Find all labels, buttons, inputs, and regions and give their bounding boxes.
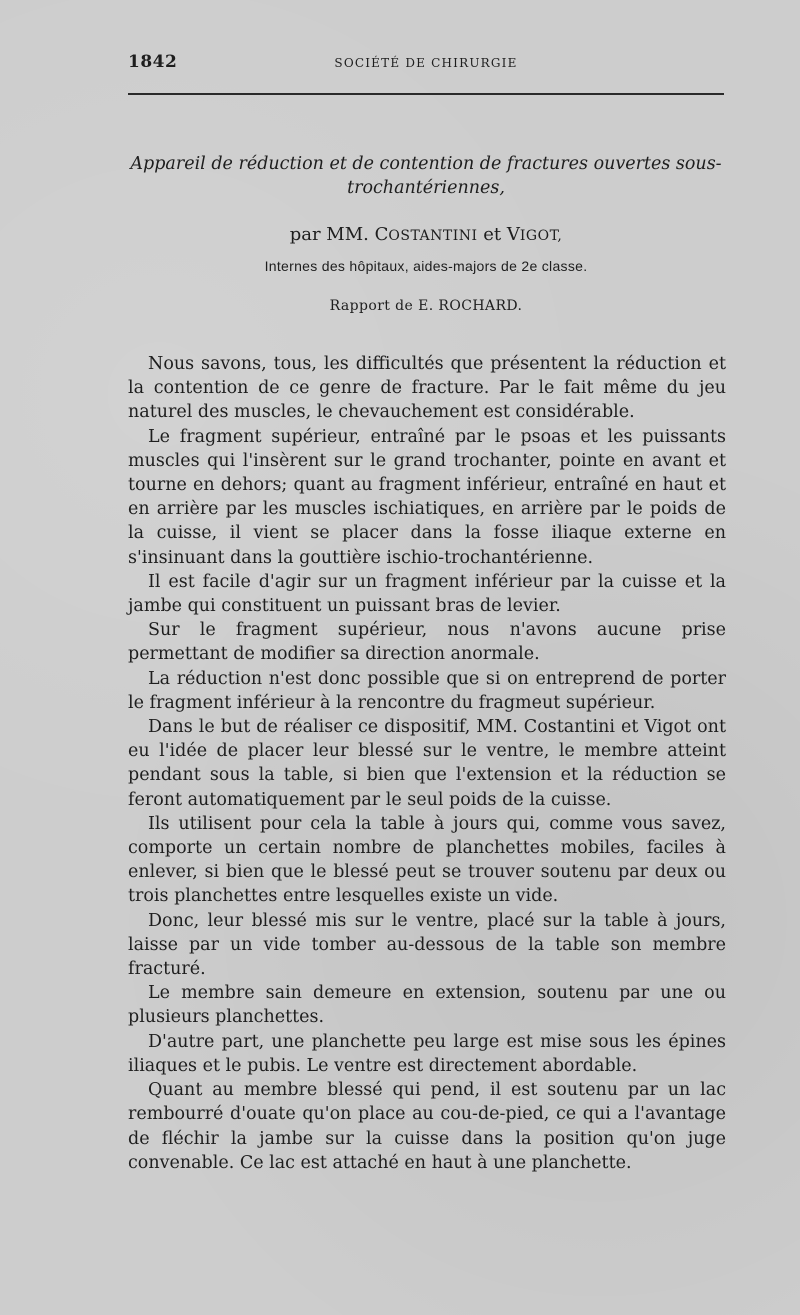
body-paragraph: Sur le fragment supérieur, nous n'avons aucune prise permettant de modifier sa direction anormale.: [128, 620, 726, 665]
page-number: 1842: [128, 52, 178, 72]
body-paragraph: Donc, leur blessé mis sur le ventre, placé sur la table à jours, laisse par un vide tomber au-dessous de la table son membre fracturé.: [128, 910, 726, 980]
body-paragraph: D'autre part, une planchette peu large est mise sous les épines iliaques et le pubis. Le ventre est directement abordable.: [128, 1031, 726, 1076]
running-head: [128, 52, 724, 76]
body-paragraph: Ils utilisent pour cela la table à jours qui, comme vous savez, comporte un certain nombre de planchettes mobiles, faciles à enlever, si bien que le blessé peut se trouver soutenu par deux ou trois planchettes entre lesquelles existe un vide.: [128, 813, 726, 907]
authors-conjunction: et: [483, 224, 502, 245]
article-body: [128, 352, 726, 1175]
article-title: Appareil de réduction et de contention de fractures ouvertes sous-trochantériennes,: [130, 154, 722, 198]
body-paragraph: Le membre sain demeure en extension, soutenu par une ou plusieurs planchettes.: [128, 983, 726, 1028]
body-paragraph: Nous savons, tous, les difficultés que présentent la réduction et la contention de ce genre de fracture. Par le fait même du jeu naturel des muscles, le chevauchement est considérable.: [128, 354, 726, 423]
body-paragraph: Il est facile d'agir sur un fragment inférieur par la cuisse et la jambe qui constituent un puissant bras de levier.: [128, 571, 726, 617]
author1-rest: OSTANTINI: [388, 228, 478, 244]
body-paragraph: Dans le but de réaliser ce dispositif, MM. Costantini et Vigot ont eu l'idée de placer leur blessé sur le ventre, le membre atteint pendant sous la table, si bien que l'extension et la réduction se feront automatiquement par le seul poids de la cuisse.: [128, 717, 726, 810]
authors-prefix: par MM.: [289, 224, 369, 245]
authors-line: [128, 224, 724, 245]
author-affiliation: Internes des hôpitaux, aides-majors de 2e classe.: [264, 258, 588, 274]
author2-rest: IGOT,: [519, 228, 563, 244]
header-rule: [128, 93, 724, 95]
body-paragraph: Le fragment supérieur, entraîné par le psoas et les puissants muscles qui l'insèrent sur le grand trochanter, pointe en avant et tourne en dehors; quant au fragment inférieur, entraîné en haut et en arrière par les muscles ischiatiques, en arrière par le poids de la cuisse, il vient se placer dans la fosse iliaque externe en s'insinuant dans la gouttière ischio-trochantérienne.: [128, 426, 726, 568]
journal-title: SOCIÉTÉ DE CHIRURGIE: [334, 56, 518, 70]
author2-initial: V: [506, 224, 520, 245]
body-paragraph: La réduction n'est donc possible que si on entreprend de porter le fragment inférieur à la rencontre du fragmeut supérieur.: [128, 668, 726, 713]
body-paragraph: Quant au membre blessé qui pend, il est soutenu par un lac rembourré d'ouate qu'on place au cou-de-pied, ce qui a l'avantage de fléchir la jambe sur la cuisse dans la position qu'on juge convenable. Ce lac est attaché en haut à une planchette.: [128, 1080, 726, 1173]
author1-initial: C: [374, 224, 389, 245]
report-line: Rapport de E. ROCHARD.: [329, 298, 523, 314]
